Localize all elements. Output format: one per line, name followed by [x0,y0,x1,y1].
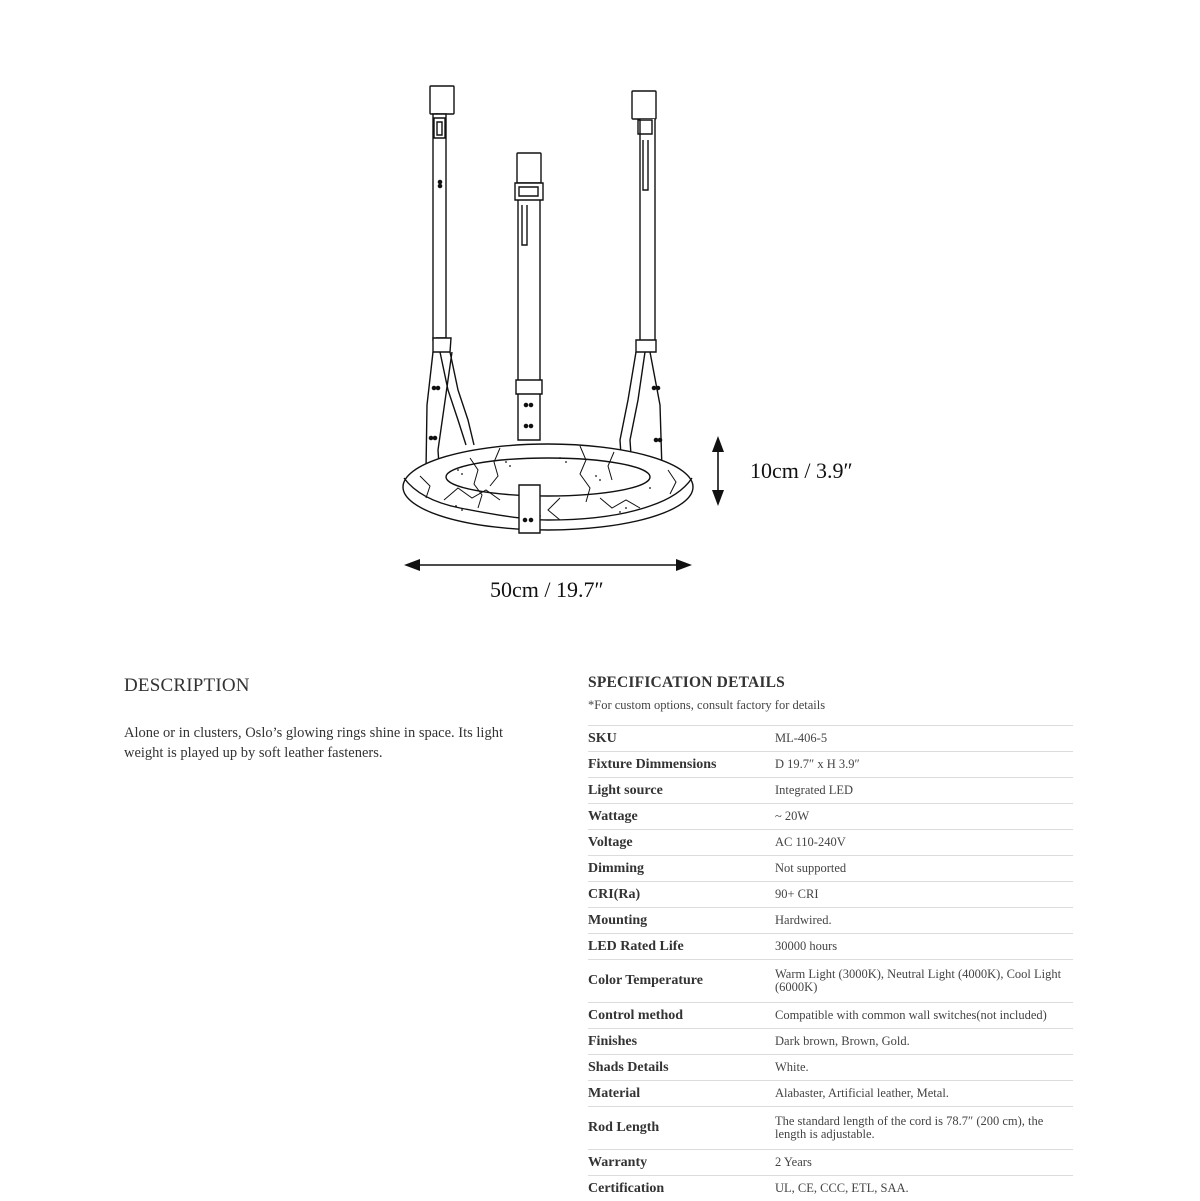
spec-value: 30000 hours [775,934,1073,960]
spec-key: Voltage [588,830,775,856]
spec-row-mounting [588,908,1073,934]
spec-row-voltage [588,830,1073,856]
spec-row-light-source [588,778,1073,804]
spec-row-control-method [588,1003,1073,1029]
spec-key: Wattage [588,804,775,830]
description-text: Alone or in clusters, Oslo’s glowing rings shine in space. Its light weight is played up by soft leather fasteners. [124,723,544,763]
spec-key: CRI(Ra) [588,882,775,908]
spec-row-certification [588,1176,1073,1201]
spec-row-rod-length [588,1107,1073,1150]
height-dimension-label: 10cm / 3.9″ [750,458,853,484]
spec-key: Control method [588,1003,775,1029]
spec-value: Integrated LED [775,778,1073,804]
spec-value: Not supported [775,856,1073,882]
spec-row-led-rated-life [588,934,1073,960]
spec-value: D 19.7″ x H 3.9″ [775,752,1073,778]
spec-value: Compatible with common wall switches(not included) [775,1003,1073,1029]
spec-key: Finishes [588,1029,775,1055]
specification-section [588,674,1073,1201]
specification-heading: SPECIFICATION DETAILS [588,674,1073,692]
spec-key: Color Temperature [588,960,775,1003]
spec-value: 90+ CRI [775,882,1073,908]
spec-value: Dark brown, Brown, Gold. [775,1029,1073,1055]
spec-row-material [588,1081,1073,1107]
spec-value: Warm Light (3000K), Neutral Light (4000K), Cool Light (6000K) [775,960,1073,1003]
spec-row-cri [588,882,1073,908]
spec-row-finishes [588,1029,1073,1055]
spec-value: The standard length of the cord is 78.7″ (200 cm), the length is adjustable. [775,1107,1073,1150]
left-canopy [430,86,454,114]
spec-value: AC 110-240V [775,830,1073,856]
height-arrow [712,436,724,506]
width-dimension-label: 50cm / 19.7″ [490,577,604,603]
right-canopy [632,91,656,119]
width-arrow [404,559,692,571]
description-heading: DESCRIPTION [124,675,544,697]
spec-key: Certification [588,1176,775,1201]
description-section [124,675,544,763]
spec-key: Mounting [588,908,775,934]
spec-key: Material [588,1081,775,1107]
spec-value: ML-406-5 [775,726,1073,752]
spec-key: Light source [588,778,775,804]
front-strap-band [519,485,540,533]
spec-value: White. [775,1055,1073,1081]
spec-row-shades-details [588,1055,1073,1081]
spec-row-wattage [588,804,1073,830]
center-strap [515,183,543,440]
spec-key: Warranty [588,1150,775,1176]
right-strap [620,119,662,496]
custom-options-note: *For custom options, consult factory for details [588,698,1073,713]
spec-row-dimming [588,856,1073,882]
spec-value: Alabaster, Artificial leather, Metal. [775,1081,1073,1107]
spec-key: SKU [588,726,775,752]
spec-row-sku [588,726,1073,752]
spec-row-warranty [588,1150,1073,1176]
spec-value: 2 Years [775,1150,1073,1176]
spec-key: Fixture Dimmensions [588,752,775,778]
alabaster-ring [403,444,693,530]
spec-row-fixture-dimensions [588,752,1073,778]
spec-key: Rod Length [588,1107,775,1150]
spec-value: ~ 20W [775,804,1073,830]
spec-key: LED Rated Life [588,934,775,960]
spec-value: UL, CE, CCC, ETL, SAA. [775,1176,1073,1201]
spec-row-color-temperature [588,960,1073,1003]
spec-key: Dimming [588,856,775,882]
spec-key: Shads Details [588,1055,775,1081]
spec-value: Hardwired. [775,908,1073,934]
left-strap [426,114,474,496]
specification-table [588,725,1073,1201]
center-canopy [517,153,541,183]
